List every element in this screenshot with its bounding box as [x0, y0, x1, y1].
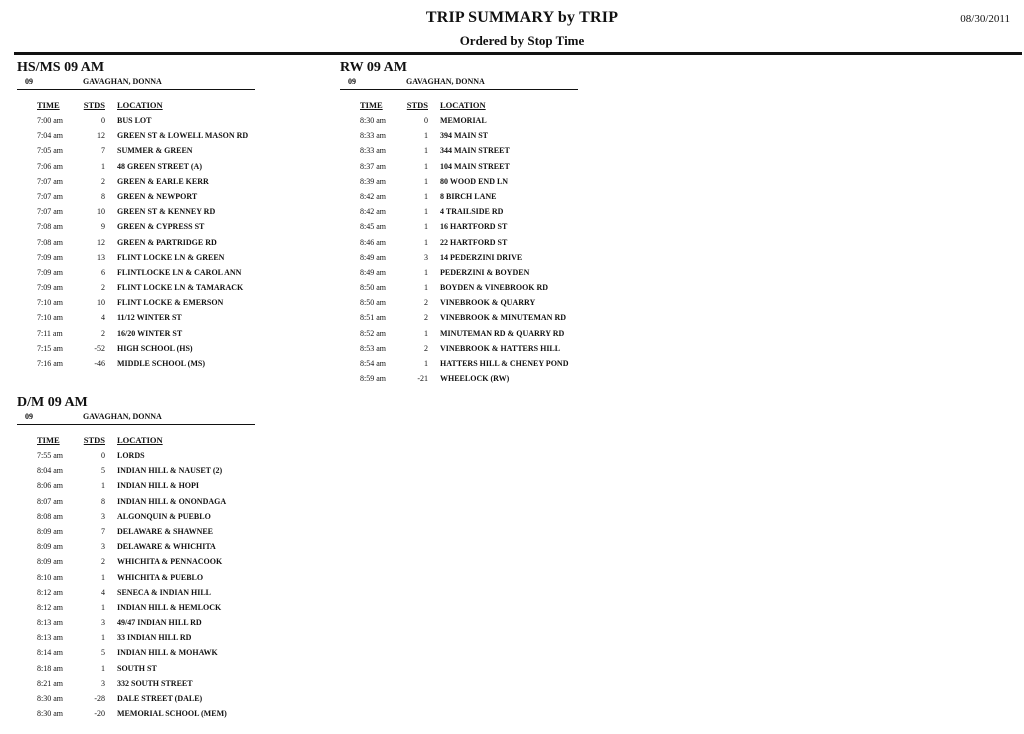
- stop-students: -20: [94, 709, 105, 719]
- stop-time: 8:30 am: [37, 694, 63, 703]
- stop-location: 8 BIRCH LANE: [440, 191, 497, 201]
- stop-time: 7:05 am: [37, 146, 63, 156]
- stop-students: 2: [101, 283, 105, 293]
- stop-time: 8:21 am: [37, 678, 63, 688]
- stop-row: [340, 189, 578, 204]
- stop-location: HIGH SCHOOL (HS): [117, 343, 193, 353]
- trip-code: 09: [25, 77, 33, 86]
- stop-location: FLINT LOCKE LN & GREEN: [117, 252, 225, 262]
- stop-row: [17, 204, 255, 219]
- stop-location: DELAWARE & SHAWNEE: [117, 526, 214, 536]
- stop-row: [17, 478, 255, 493]
- stop-students: 3: [424, 252, 428, 262]
- stop-time: 8:09 am: [37, 557, 63, 567]
- stop-location: MEMORIAL: [440, 116, 487, 125]
- trip-section: [17, 60, 255, 371]
- stop-time: 8:18 am: [37, 663, 63, 673]
- stop-time: 7:15 am: [37, 343, 63, 353]
- stop-students: 3: [101, 618, 105, 628]
- stop-time: 8:52 am: [360, 328, 386, 338]
- stop-time: 8:39 am: [360, 176, 386, 186]
- stop-time: 8:30 am: [37, 709, 63, 719]
- column-header-location: LOCATION: [117, 435, 163, 445]
- stop-location: 332 SOUTH STREET: [117, 678, 193, 688]
- stop-time: 8:14 am: [37, 648, 63, 658]
- stop-students: 1: [424, 283, 428, 293]
- stop-row: [17, 706, 255, 721]
- stop-location: INDIAN HILL & NAUSET (2): [117, 466, 223, 476]
- stop-location: LORDS: [117, 451, 145, 460]
- stop-row: [340, 295, 578, 310]
- stop-row: [17, 356, 255, 371]
- stop-students: 1: [424, 131, 428, 141]
- stop-students: 9: [101, 222, 105, 232]
- report-subtitle: Ordered by Stop Time: [459, 33, 585, 48]
- stop-time: 8:30 am: [360, 116, 386, 125]
- stop-students: 8: [101, 191, 105, 201]
- stop-students: -52: [94, 343, 105, 353]
- stop-students: 4: [101, 313, 105, 323]
- stop-time: 8:50 am: [360, 283, 386, 293]
- column-header-time: TIME: [37, 100, 60, 110]
- stop-row: [17, 600, 255, 615]
- trip-title: RW 09 AM: [340, 60, 407, 75]
- stop-students: 1: [424, 146, 428, 156]
- stop-location: SUMMER & GREEN: [117, 146, 193, 156]
- stop-row: [17, 494, 255, 509]
- stop-location: BUS LOT: [117, 116, 152, 125]
- stop-students: 2: [101, 176, 105, 186]
- stop-time: 7:09 am: [37, 252, 63, 262]
- stop-location: 16 HARTFORD ST: [440, 222, 508, 232]
- stop-time: 8:53 am: [360, 343, 386, 353]
- stop-time: 8:09 am: [37, 542, 63, 552]
- stop-students: 5: [101, 466, 105, 476]
- stop-location: PEDERZINI & BOYDEN: [440, 267, 530, 277]
- stop-row: [17, 676, 255, 691]
- stop-students: 8: [101, 496, 105, 506]
- stop-row: [17, 250, 255, 265]
- trip-section: [17, 395, 255, 721]
- stop-students: 1: [101, 572, 105, 582]
- stop-time: 8:42 am: [360, 191, 386, 201]
- stop-students: 1: [424, 176, 428, 186]
- trip-header-line: [17, 76, 255, 90]
- stop-students: 0: [424, 116, 428, 125]
- stop-time: 7:09 am: [37, 267, 63, 277]
- trip-code: 09: [25, 412, 33, 421]
- stop-location: GREEN & PARTRIDGE RD: [117, 237, 217, 247]
- stop-students: 0: [101, 451, 105, 460]
- stop-students: 1: [101, 481, 105, 491]
- stop-location: 344 MAIN STREET: [440, 146, 510, 156]
- stop-location: SOUTH ST: [117, 663, 157, 673]
- column-header-location: LOCATION: [440, 100, 486, 110]
- stop-students: -46: [94, 359, 105, 368]
- stop-row: [17, 630, 255, 645]
- stop-location: GREEN & NEWPORT: [117, 191, 198, 201]
- stop-location: GREEN ST & KENNEY RD: [117, 207, 216, 217]
- stop-students: 1: [424, 207, 428, 217]
- stop-time: 7:10 am: [37, 298, 63, 308]
- stop-row: [17, 143, 255, 158]
- stop-time: 8:10 am: [37, 572, 63, 582]
- column-header-row: [17, 431, 255, 448]
- driver-name: GAVAGHAN, DONNA: [406, 77, 485, 86]
- stop-students: 5: [101, 648, 105, 658]
- stop-students: 13: [97, 252, 105, 262]
- stop-students: 1: [424, 237, 428, 247]
- driver-name: GAVAGHAN, DONNA: [83, 77, 162, 86]
- stop-row: [17, 509, 255, 524]
- stop-row: [17, 691, 255, 706]
- stop-time: 8:12 am: [37, 602, 63, 612]
- stop-location: 33 INDIAN HILL RD: [117, 633, 192, 643]
- header-rule: [14, 52, 1022, 55]
- stop-row: [17, 570, 255, 585]
- stop-time: 7:07 am: [37, 207, 63, 217]
- stop-time: 8:13 am: [37, 618, 63, 628]
- stop-row: [17, 585, 255, 600]
- stop-row: [340, 341, 578, 356]
- stop-location: VINEBROOK & HATTERS HILL: [440, 343, 561, 353]
- trip-title: HS/MS 09 AM: [17, 60, 105, 75]
- stop-location: 4 TRAILSIDE RD: [440, 207, 504, 217]
- stop-students: 1: [424, 328, 428, 338]
- stop-location: DALE STREET (DALE): [117, 694, 203, 703]
- stop-row: [340, 219, 578, 234]
- stop-time: 8:33 am: [360, 146, 386, 156]
- report-date: 08/30/2011: [960, 13, 1010, 25]
- stop-time: 8:50 am: [360, 298, 386, 308]
- stop-students: 1: [101, 602, 105, 612]
- stop-location: GREEN ST & LOWELL MASON RD: [117, 131, 249, 141]
- stop-row: [340, 326, 578, 341]
- stop-students: 6: [101, 267, 105, 277]
- stop-location: FLINT LOCKE & EMERSON: [117, 298, 224, 308]
- stop-time: 8:08 am: [37, 511, 63, 521]
- column-header-row: [340, 96, 578, 113]
- stop-students: 3: [101, 511, 105, 521]
- stop-location: 48 GREEN STREET (A): [117, 161, 202, 171]
- stop-location: FLINT LOCKE LN & TAMARACK: [117, 283, 244, 293]
- stop-students: 10: [97, 207, 105, 217]
- trip-section: [340, 60, 578, 386]
- stop-students: 3: [101, 678, 105, 688]
- stop-location: INDIAN HILL & HOPI: [117, 481, 200, 491]
- stop-row: [17, 174, 255, 189]
- stop-row: [17, 159, 255, 174]
- stop-row: [17, 295, 255, 310]
- stop-location: 394 MAIN ST: [440, 131, 489, 141]
- stop-row: [340, 371, 578, 386]
- stop-time: 7:04 am: [37, 131, 63, 141]
- stop-students: 2: [424, 298, 428, 308]
- stop-row: [340, 235, 578, 250]
- stop-students: 7: [101, 526, 105, 536]
- stop-row: [17, 463, 255, 478]
- stop-time: 8:42 am: [360, 207, 386, 217]
- trip-header-line: [17, 411, 255, 425]
- stop-row: [17, 310, 255, 325]
- stop-time: 8:46 am: [360, 237, 386, 247]
- stop-location: SENECA & INDIAN HILL: [117, 587, 212, 597]
- stop-row: [17, 113, 255, 128]
- stop-row: [17, 341, 255, 356]
- stop-row: [340, 310, 578, 325]
- stop-time: 8:51 am: [360, 313, 386, 323]
- stop-location: 16/20 WINTER ST: [117, 328, 183, 338]
- stop-row: [340, 265, 578, 280]
- stop-location: WHICHITA & PENNACOOK: [117, 557, 223, 567]
- column-header-stds: STDS: [83, 435, 105, 445]
- stop-time: 7:06 am: [37, 161, 63, 171]
- stop-students: 3: [101, 542, 105, 552]
- stop-row: [17, 280, 255, 295]
- stop-row: [17, 219, 255, 234]
- stop-location: 11/12 WINTER ST: [117, 313, 182, 323]
- stop-time: 8:54 am: [360, 359, 386, 368]
- stop-time: 7:10 am: [37, 313, 63, 323]
- trip-title: D/M 09 AM: [17, 395, 88, 410]
- stop-row: [340, 356, 578, 371]
- stop-time: 8:49 am: [360, 252, 386, 262]
- stop-time: 8:09 am: [37, 526, 63, 536]
- stop-location: INDIAN HILL & MOHAWK: [117, 648, 218, 658]
- stop-time: 8:04 am: [37, 466, 63, 476]
- stop-time: 7:08 am: [37, 237, 63, 247]
- stop-students: 2: [101, 557, 105, 567]
- stop-row: [340, 280, 578, 295]
- stop-students: 0: [101, 116, 105, 125]
- stop-students: 1: [424, 191, 428, 201]
- stop-row: [17, 661, 255, 676]
- stop-time: 8:12 am: [37, 587, 63, 597]
- stop-time: 8:37 am: [360, 161, 386, 171]
- stop-time: 8:45 am: [360, 222, 386, 232]
- stop-location: FLINTLOCKE LN & CAROL ANN: [117, 267, 242, 277]
- stop-location: HATTERS HILL & CHENEY POND: [440, 359, 569, 368]
- stop-row: [340, 204, 578, 219]
- stop-location: ALGONQUIN & PUEBLO: [117, 511, 211, 521]
- stop-location: INDIAN HILL & HEMLOCK: [117, 602, 222, 612]
- stop-location: 14 PEDERZINI DRIVE: [440, 252, 523, 262]
- stop-location: WHEELOCK (RW): [440, 374, 510, 384]
- stop-time: 7:07 am: [37, 191, 63, 201]
- stop-location: MINUTEMAN RD & QUARRY RD: [440, 328, 565, 338]
- stop-location: 49/47 INDIAN HILL RD: [117, 618, 202, 628]
- stop-students: 1: [424, 222, 428, 232]
- stop-row: [17, 554, 255, 569]
- stop-time: 8:06 am: [37, 481, 63, 491]
- trip-header-line: [340, 76, 578, 90]
- stop-row: [340, 174, 578, 189]
- stop-time: 7:11 am: [37, 328, 63, 338]
- stop-students: 2: [101, 328, 105, 338]
- stop-location: BOYDEN & VINEBROOK RD: [440, 283, 549, 293]
- stop-row: [340, 113, 578, 128]
- stop-students: 12: [97, 237, 105, 247]
- stop-row: [17, 615, 255, 630]
- stop-location: GREEN & CYPRESS ST: [117, 222, 205, 232]
- stop-location: VINEBROOK & QUARRY: [440, 298, 536, 308]
- stop-students: 12: [97, 131, 105, 141]
- stop-row: [17, 524, 255, 539]
- column-header-stds: STDS: [406, 100, 428, 110]
- stop-time: 8:13 am: [37, 633, 63, 643]
- stop-students: -28: [94, 694, 105, 703]
- stop-students: 10: [97, 298, 105, 308]
- stop-row: [17, 189, 255, 204]
- column-header-time: TIME: [360, 100, 383, 110]
- stop-location: VINEBROOK & MINUTEMAN RD: [440, 313, 566, 323]
- stop-location: MEMORIAL SCHOOL (MEM): [117, 709, 227, 719]
- stop-time: 7:09 am: [37, 283, 63, 293]
- stop-time: 7:16 am: [37, 359, 63, 368]
- stop-students: 2: [424, 313, 428, 323]
- stop-row: [340, 143, 578, 158]
- stop-row: [17, 326, 255, 341]
- stop-students: 1: [101, 633, 105, 643]
- stop-time: 8:49 am: [360, 267, 386, 277]
- column-header-stds: STDS: [83, 100, 105, 110]
- stop-location: GREEN & EARLE KERR: [117, 176, 209, 186]
- stop-location: WHICHITA & PUEBLO: [117, 572, 204, 582]
- stop-row: [17, 265, 255, 280]
- column-header-time: TIME: [37, 435, 60, 445]
- stop-row: [340, 128, 578, 143]
- stop-students: 1: [424, 359, 428, 368]
- stop-row: [17, 128, 255, 143]
- stop-students: 2: [424, 343, 428, 353]
- stop-students: 4: [101, 587, 105, 597]
- stop-location: DELAWARE & WHICHITA: [117, 542, 216, 552]
- stop-location: MIDDLE SCHOOL (MS): [117, 359, 206, 368]
- stop-time: 8:33 am: [360, 131, 386, 141]
- stop-time: 8:07 am: [37, 496, 63, 506]
- stop-row: [17, 539, 255, 554]
- stop-students: 1: [101, 663, 105, 673]
- stop-students: 7: [101, 146, 105, 156]
- stop-location: 22 HARTFORD ST: [440, 237, 508, 247]
- stop-location: INDIAN HILL & ONONDAGA: [117, 496, 227, 506]
- stop-students: 1: [101, 161, 105, 171]
- stop-students: 1: [424, 267, 428, 277]
- stop-row: [17, 645, 255, 660]
- stop-time: 7:08 am: [37, 222, 63, 232]
- stop-row: [340, 159, 578, 174]
- stop-students: -21: [417, 374, 428, 384]
- report-title: TRIP SUMMARY by TRIP: [425, 9, 619, 26]
- column-header-row: [17, 96, 255, 113]
- driver-name: GAVAGHAN, DONNA: [83, 412, 162, 421]
- stop-time: 7:55 am: [37, 451, 63, 460]
- stop-time: 7:00 am: [37, 116, 63, 125]
- stop-row: [17, 448, 255, 463]
- trip-code: 09: [348, 77, 356, 86]
- column-header-location: LOCATION: [117, 100, 163, 110]
- stop-row: [340, 250, 578, 265]
- stop-time: 8:59 am: [360, 374, 386, 384]
- stop-students: 1: [424, 161, 428, 171]
- stop-time: 7:07 am: [37, 176, 63, 186]
- stop-row: [17, 235, 255, 250]
- stop-location: 104 MAIN STREET: [440, 161, 510, 171]
- stop-location: 80 WOOD END LN: [440, 176, 509, 186]
